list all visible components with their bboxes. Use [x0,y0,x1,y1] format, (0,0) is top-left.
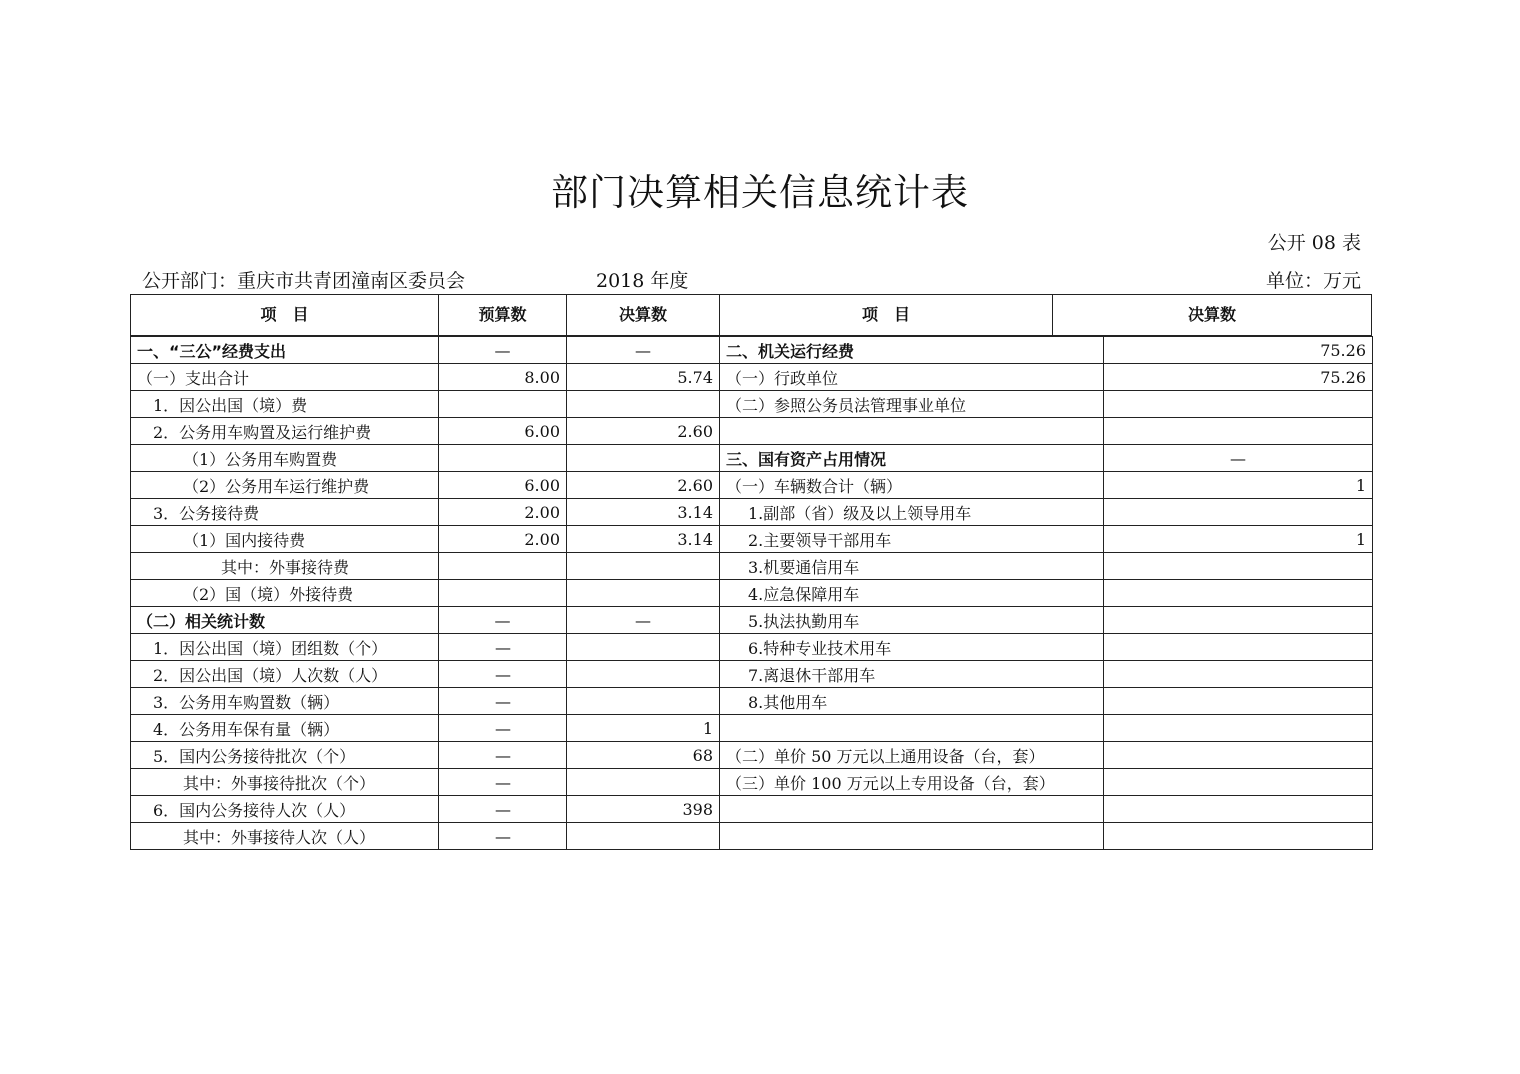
item-right-cell: 1.副部（省）级及以上领导用车 [720,499,1104,526]
item-right-cell [720,715,1104,742]
table-row [131,499,1373,526]
final-right-cell [1104,607,1373,634]
final-left-cell [567,553,720,580]
final-left-cell [567,580,720,607]
table-row [131,607,1373,634]
table-row [131,472,1373,499]
item-left-cell: （1）国内接待费 [131,526,439,553]
final-left-cell: 5.74 [567,364,720,391]
final-left-cell [567,391,720,418]
item-left-cell: （2）国（境）外接待费 [131,580,439,607]
final-left-cell [567,769,720,796]
budget-cell: 6.00 [439,418,567,445]
item-left-cell: 其中：外事接待费 [131,553,439,580]
final-right-cell [1104,661,1373,688]
budget-cell: — [439,742,567,769]
item-left-cell: 其中：外事接待人次（人） [131,823,439,850]
final-right-cell [1104,796,1373,823]
item-left-cell: 5．国内公务接待批次（个） [131,742,439,769]
final-left-cell [567,688,720,715]
table-row [131,634,1373,661]
budget-cell: — [439,688,567,715]
item-right-cell: 5.执法执勤用车 [720,607,1104,634]
budget-cell: — [439,607,567,634]
final-right-cell: 75.26 [1104,364,1373,391]
final-right-cell: — [1104,445,1373,472]
item-right-cell: 2.主要领导干部用车 [720,526,1104,553]
final-left-cell: 1 [567,715,720,742]
budget-cell: — [439,796,567,823]
item-left-cell: （1）公务用车购置费 [131,445,439,472]
table-row [131,391,1373,418]
item-left-cell: 2．公务用车购置及运行维护费 [131,418,439,445]
final-left-cell: 2.60 [567,472,720,499]
budget-cell: — [439,769,567,796]
header-final-right: 决算数 [1187,305,1236,324]
budget-cell: — [439,661,567,688]
table-row [131,769,1373,796]
item-right-cell: 二、机关运行经费 [720,337,1104,364]
final-right-cell [1104,688,1373,715]
page-title: 部门决算相关信息统计表 [551,171,969,214]
item-left-cell: 1．因公出国（境）团组数（个） [131,634,439,661]
budget-cell: 8.00 [439,364,567,391]
table-row [131,553,1373,580]
table-row [131,661,1373,688]
final-left-cell [567,823,720,850]
final-right-cell [1104,391,1373,418]
department-label: 公开部门：重庆市共青团潼南区委员会 [142,270,466,292]
final-left-cell: — [567,337,720,364]
final-left-cell: 3.14 [567,499,720,526]
final-right-cell [1104,499,1373,526]
item-right-cell: （三）单价 100 万元以上专用设备（台，套） [720,769,1104,796]
budget-cell [439,391,567,418]
budget-cell: 6.00 [439,472,567,499]
table-row [131,742,1373,769]
item-left-cell: 一、“三公”经费支出 [131,337,439,364]
table-row [131,580,1373,607]
item-left-cell: 2．因公出国（境）人次数（人） [131,661,439,688]
item-left-cell: （二）相关统计数 [131,607,439,634]
budget-cell [439,580,567,607]
item-right-cell: （二）参照公务员法管理事业单位 [720,391,1104,418]
table-row [131,823,1373,850]
table-row [131,796,1373,823]
item-left-cell: 3．公务接待费 [131,499,439,526]
final-right-cell [1104,634,1373,661]
item-right-cell [720,823,1104,850]
final-left-cell [567,661,720,688]
item-left-cell: 4．公务用车保有量（辆） [131,715,439,742]
item-left-cell: （一）支出合计 [131,364,439,391]
item-right-cell: （二）单价 50 万元以上通用设备（台，套） [720,742,1104,769]
item-left-cell: （2）公务用车运行维护费 [131,472,439,499]
final-right-cell [1104,580,1373,607]
budget-cell [439,553,567,580]
final-right-cell [1104,553,1373,580]
final-left-cell [567,634,720,661]
table-header [130,294,1372,336]
form-number: 公开 08 表 [1267,232,1361,254]
header-item-right: 项 目 [720,295,1053,335]
item-right-cell: 3.机要通信用车 [720,553,1104,580]
item-right-cell: 6.特种专业技术用车 [720,634,1104,661]
fiscal-year: 2018 年度 [596,270,689,292]
item-left-cell: 其中：外事接待批次（个） [131,769,439,796]
item-right-cell [720,796,1104,823]
item-right-cell: 三、国有资产占用情况 [720,445,1104,472]
final-left-cell: 2.60 [567,418,720,445]
final-left-cell: 68 [567,742,720,769]
final-left-cell: 398 [567,796,720,823]
table-row [131,337,1373,364]
budget-cell: — [439,337,567,364]
budget-cell: — [439,634,567,661]
item-left-cell: 6．国内公务接待人次（人） [131,796,439,823]
item-right-cell [720,418,1104,445]
item-left-cell: 1．因公出国（境）费 [131,391,439,418]
final-right-cell [1104,769,1373,796]
final-right-cell [1104,742,1373,769]
final-right-cell [1104,418,1373,445]
item-right-cell: 7.离退休干部用车 [720,661,1104,688]
header-item-left: 项 目 [131,295,439,335]
table-row [131,445,1373,472]
budget-cell: — [439,823,567,850]
final-right-cell [1104,823,1373,850]
table-row [131,526,1373,553]
final-right-cell: 75.26 [1104,337,1373,364]
final-left-cell: — [567,607,720,634]
budget-cell: 2.00 [439,526,567,553]
budget-cell [439,445,567,472]
table-row [131,418,1373,445]
table-row [131,364,1373,391]
statistics-table [130,336,1373,850]
budget-cell: 2.00 [439,499,567,526]
item-right-cell: （一）行政单位 [720,364,1104,391]
unit-label: 单位：万元 [1265,270,1361,292]
item-right-cell: 4.应急保障用车 [720,580,1104,607]
final-left-cell [567,445,720,472]
final-right-cell: 1 [1104,472,1373,499]
header-final-left: 决算数 [567,295,720,335]
budget-cell: — [439,715,567,742]
item-right-cell: 8.其他用车 [720,688,1104,715]
final-right-cell: 1 [1104,526,1373,553]
final-right-cell [1104,715,1373,742]
final-left-cell: 3.14 [567,526,720,553]
table-row [131,688,1373,715]
item-left-cell: 3．公务用车购置数（辆） [131,688,439,715]
header-budget: 预算数 [439,295,567,335]
item-right-cell: （一）车辆数合计（辆） [720,472,1104,499]
table-row [131,715,1373,742]
